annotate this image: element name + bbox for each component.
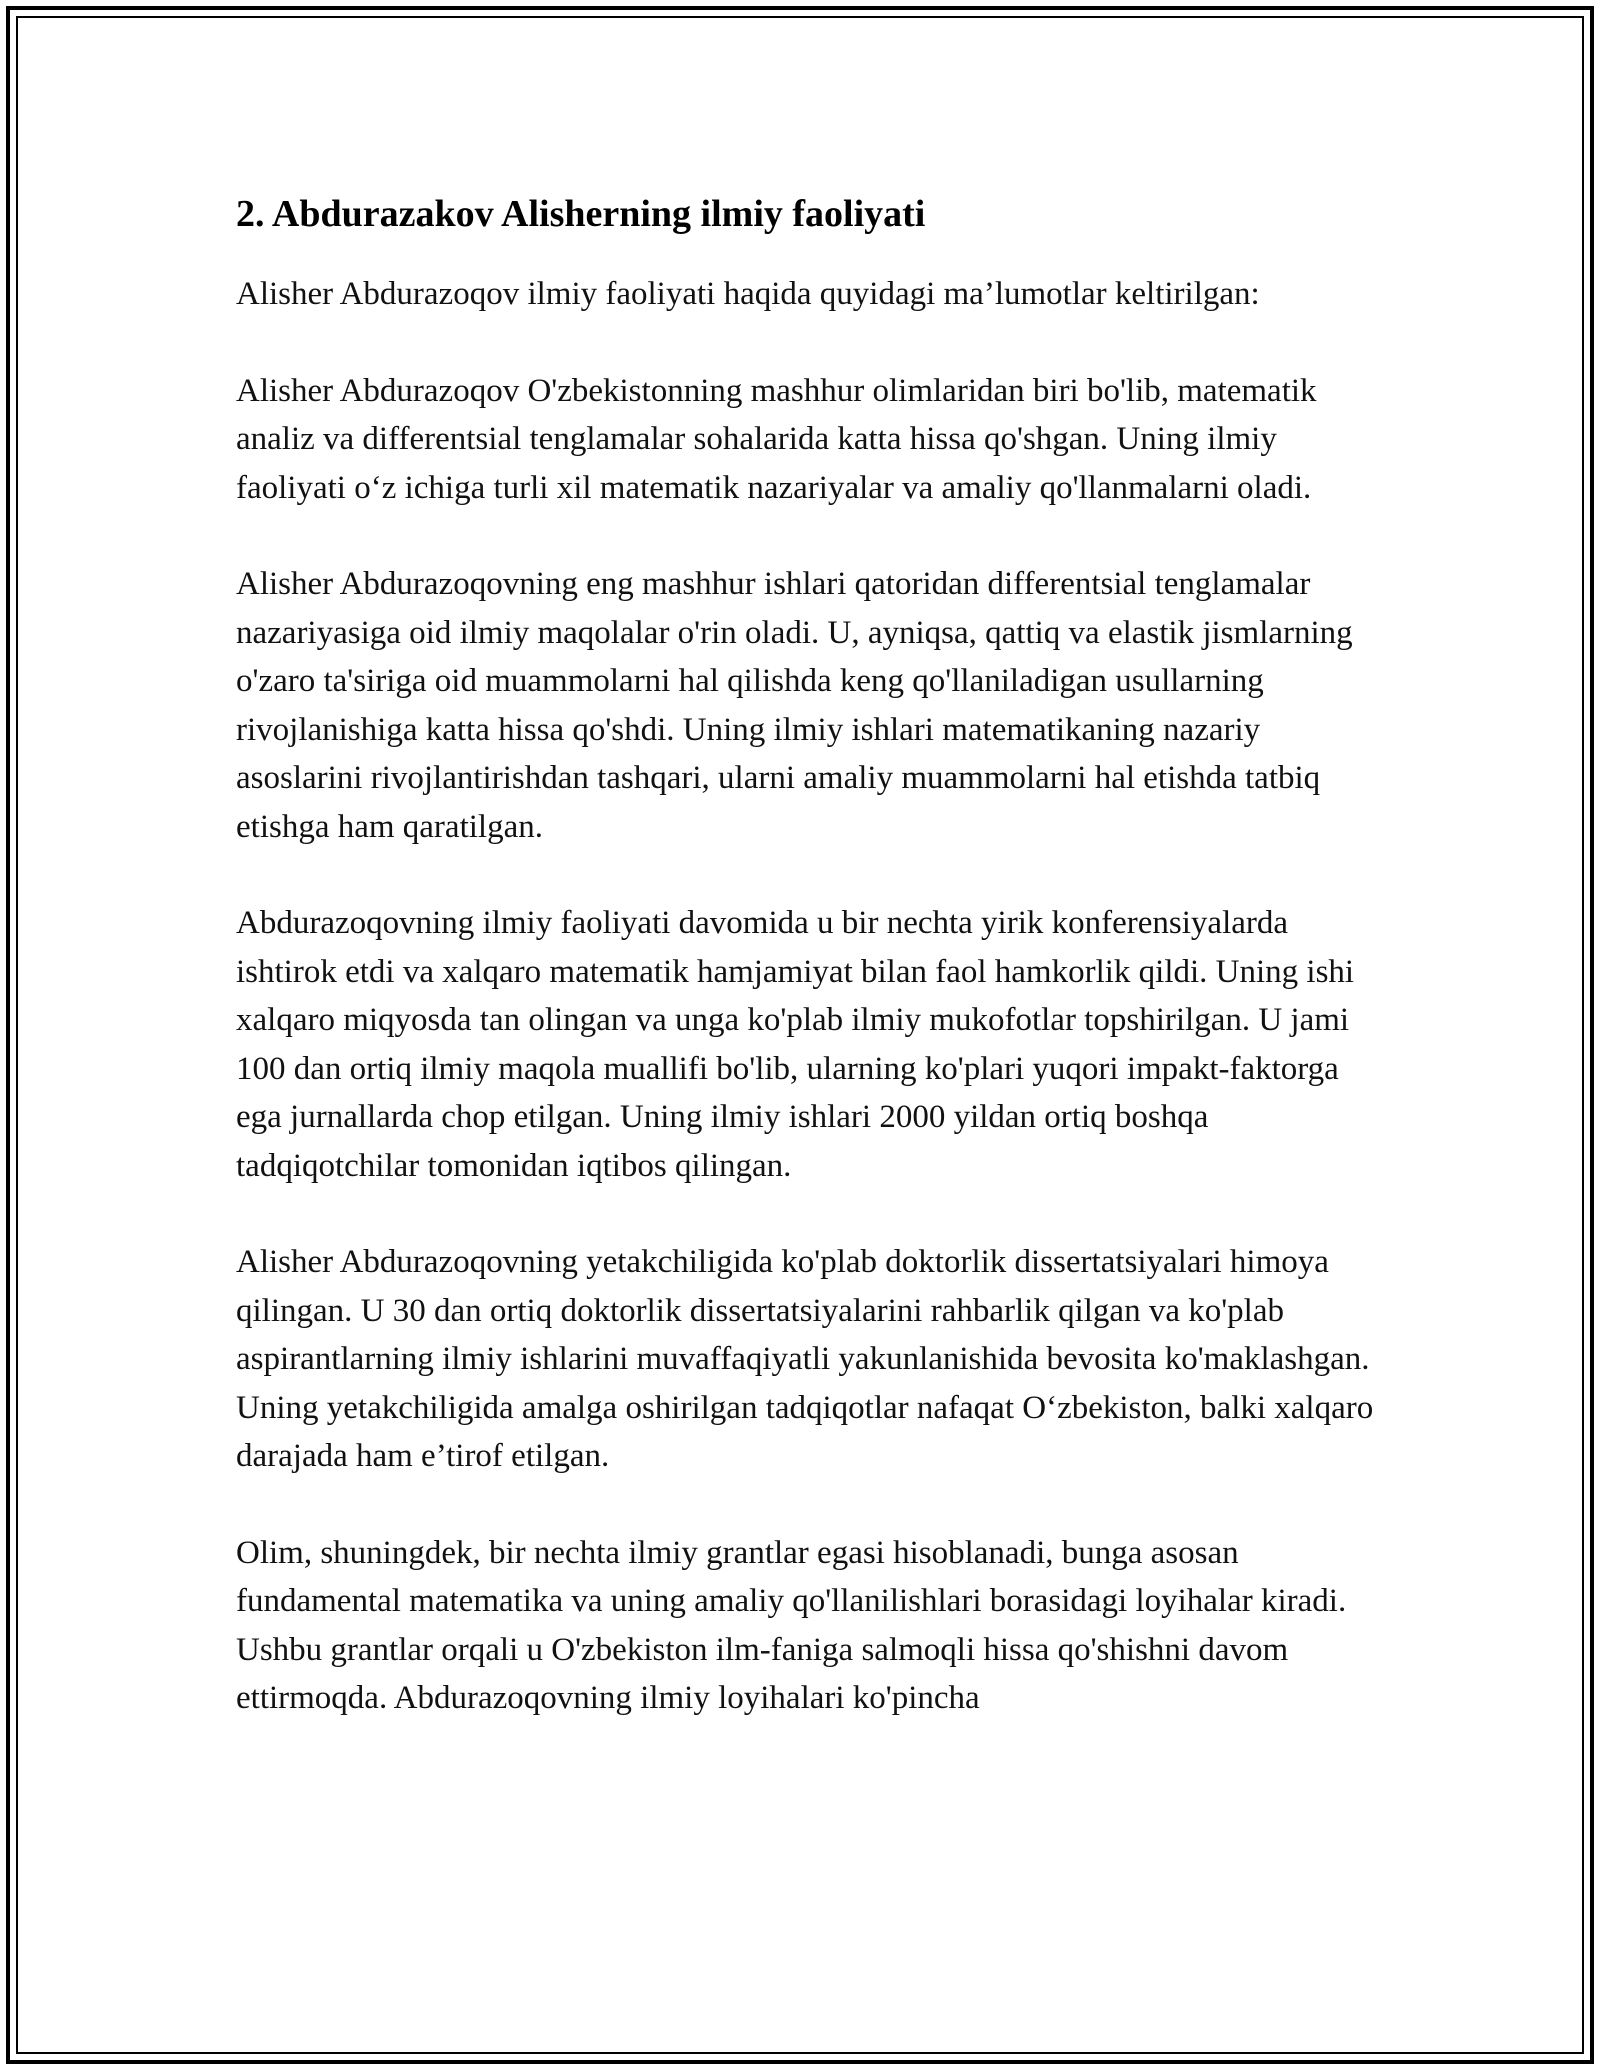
paragraph-international-activity: Abdurazoqovning ilmiy faoliyati davomida u bir nechta yirik konferensiyalarda ishtirok etdi va xalqaro matematik hamjamiyat bilan faol hamkorlik qildi. Uning ishi xalqaro miqyosda tan olingan va unga ko'plab ilmiy mukofotlar topshirilgan. U jami 100 dan ortiq ilmiy maqola muallifi bo'lib, ularning ko'plari yuqori impakt-faktorga ega jurnallarda chop etilgan. Uning ilmiy ishlari 2000 yildan ortiq boshqa tadqiqotchilar tomonidan iqtibos qilingan. [236, 905, 1355, 1184]
paragraph-famous-works: Alisher Abdurazoqovning eng mashhur ishlari qatoridan differentsial tenglamalar nazariyasiga oid ilmiy maqolalar o'rin oladi. U, ayniqsa, qattiq va elastik jismlarning o'zaro ta'siriga oid muammolarni hal qilishda keng qo'llaniladigan usullarning rivojlanishiga katta hissa qo'shdi. Uning ilmiy ishlari matematikaning nazariy asoslarini rivojlantirishdan tashqari, ularni amaliy muammolarni hal etishda tatbiq etishga ham qaratilgan. [236, 566, 1353, 845]
document-body [236, 180, 1386, 1771]
section-heading: 2. Abdurazakov Alisherning ilmiy faoliyati [236, 193, 926, 235]
paragraph-background: Alisher Abdurazoqov O'zbekistonning mashhur olimlaridan biri bo'lib, matematik analiz va differentsial tenglamalar sohalarida katta hissa qo'shgan. Uning ilmiy faoliyati o‘z ichiga turli xil matematik nazariyalar va amaliy qo'llanmalarni oladi. [236, 372, 1317, 506]
paragraph-intro: Alisher Abdurazoqov ilmiy faoliyati haqida quyidagi ma’lumotlar keltirilgan: [236, 276, 1260, 312]
paragraph-grants: Olim, shuningdek, bir nechta ilmiy grantlar egasi hisoblanadi, bunga asosan fundamental matematika va uning amaliy qo'llanilishlari borasidagi loyihalar kiradi. Ushbu grantlar orqali u O'zbekiston ilm-faniga salmoqli hissa qo'shishni davom ettirmoqda. Abdurazoqovning ilmiy loyihalari ko'pincha [236, 1534, 1347, 1716]
paragraph-supervision: Alisher Abdurazoqovning yetakchiligida ko'plab doktorlik dissertatsiyalari himoya qilingan. U 30 dan ortiq doktorlik dissertatsiyalarini rahbarlik qilgan va ko'plab aspirantlarning ilmiy ishlarini muvaffaqiyatli yakunlanishida bevosita ko'maklashgan. Uning yetakchiligida amalga oshirilgan tadqiqotlar nafaqat O‘zbekiston, balki xalqaro darajada ham e’tirof etilgan. [236, 1244, 1374, 1474]
